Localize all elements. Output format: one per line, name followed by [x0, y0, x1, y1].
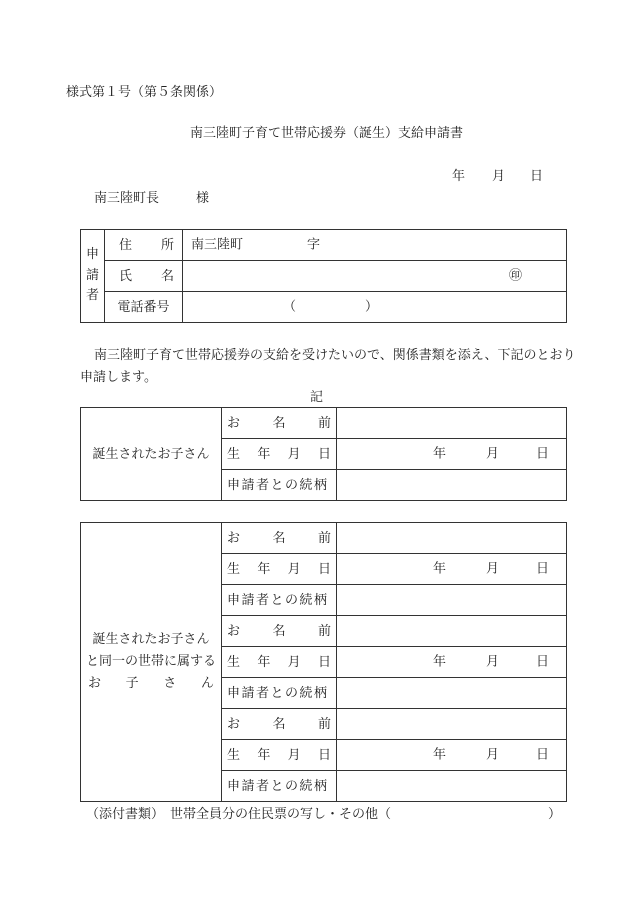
sibling3-name-field[interactable] — [337, 709, 567, 740]
sibling2-birthdate-label: 生 年 月 日 — [222, 647, 337, 678]
address-field[interactable] — [183, 230, 567, 261]
body-text-line2: 申請します。 — [80, 370, 157, 385]
applicant-name-field[interactable] — [183, 261, 567, 292]
newborn-name-field[interactable] — [337, 408, 567, 439]
date-day: 日 — [530, 169, 544, 184]
sibling3-birthdate-label: 生 年 月 日 — [222, 740, 337, 771]
address-prefix: 南三陸町 — [191, 237, 244, 253]
ki-marker: 記 — [310, 390, 324, 405]
phone-field[interactable] — [183, 292, 567, 323]
sibling2-name-label: お 名 前 — [222, 616, 337, 647]
newborn-name-label: お 名 前 — [222, 408, 337, 439]
phone-close-paren: ） — [365, 299, 379, 315]
newborn-label: 誕生されたお子さん — [81, 408, 222, 501]
newborn-birthdate-label: 生 年 月 日 — [222, 439, 337, 470]
sibling3-birthdate-field[interactable]: 年 月 日 — [337, 740, 567, 771]
sibling1-name-label: お 名 前 — [222, 523, 337, 554]
address-aza: 字 — [307, 237, 321, 253]
newborn-birthdate-field[interactable]: 年 月 日 — [337, 439, 567, 470]
sibling2-relation-field[interactable] — [337, 678, 567, 709]
honorific: 様 — [196, 191, 210, 206]
attachment-label: （添付書類） — [86, 807, 165, 822]
date-year: 年 — [452, 169, 466, 184]
body-text-line1: 南三陸町子育て世帯応援券の支給を受けたいので、関係書類を添え、下記のとおり — [94, 348, 576, 363]
form-number: 様式第１号（第５条関係） — [66, 85, 223, 100]
phone-open-paren: （ — [283, 299, 297, 315]
sibling2-name-field[interactable] — [337, 616, 567, 647]
sibling1-birthdate-label: 生 年 月 日 — [222, 554, 337, 585]
date-month: 月 — [492, 169, 506, 184]
sibling3-relation-field[interactable] — [337, 771, 567, 802]
phone-label: 電話番号 — [105, 292, 183, 323]
sibling1-name-field[interactable] — [337, 523, 567, 554]
applicant-table — [80, 229, 567, 323]
document-title: 南三陸町子育て世帯応援券（誕生）支給申請書 — [190, 126, 464, 141]
sibling1-relation-label: 申請者との続柄 — [222, 585, 337, 616]
attachment-close-paren: ） — [548, 807, 562, 822]
newborn-relation-label: 申請者との続柄 — [222, 470, 337, 501]
name-label: 氏 名 — [105, 261, 183, 292]
sibling2-relation-label: 申請者との続柄 — [222, 678, 337, 709]
addressee: 南三陸町長 — [94, 191, 160, 206]
siblings-table — [80, 522, 567, 802]
sibling3-name-label: お 名 前 — [222, 709, 337, 740]
seal-mark: ㊞ — [509, 268, 523, 284]
applicant-group-label: 申 請 者 — [81, 230, 105, 323]
newborn-table — [80, 407, 567, 501]
siblings-label: 誕生されたお子さん と同一の世帯に属する お 子 さ ん — [81, 523, 222, 802]
address-label: 住 所 — [105, 230, 183, 261]
sibling1-birthdate-field[interactable]: 年 月 日 — [337, 554, 567, 585]
sibling2-birthdate-field[interactable]: 年 月 日 — [337, 647, 567, 678]
sibling3-relation-label: 申請者との続柄 — [222, 771, 337, 802]
attachment-text: 世帯全員分の住民票の写し・その他（ — [170, 807, 392, 822]
sibling1-relation-field[interactable] — [337, 585, 567, 616]
newborn-relation-field[interactable] — [337, 470, 567, 501]
